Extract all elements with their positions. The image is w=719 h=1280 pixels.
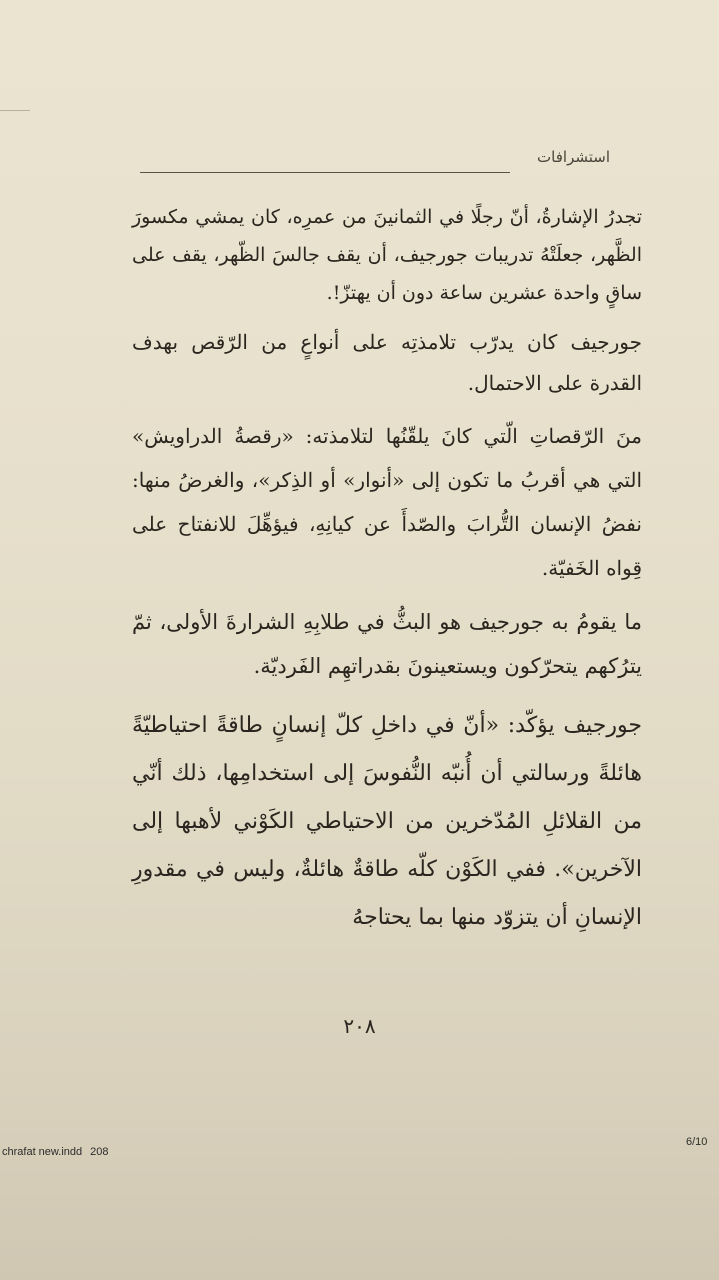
slug-file-page: 208 <box>90 1146 109 1158</box>
paragraph: جورجيف كان يدرّب تلامذتِه على أنواعٍ من الرّقص بهدف القدرة على الاحتمال. <box>132 330 642 395</box>
page-header <box>140 140 610 180</box>
paragraph: جورجيف يؤكّد: «أنّ في داخلِ كلّ إنسانٍ طاقةً احتياطيّةً هائلةً ورسالتي أن أُنبّه النُّفوسَ إلى استخدامِها، ذلك أنّي من القلائلِ المُدّخرين من الاحتياطي الكَوْني لأهبها إلى الآخرين». ففي الكَوْن كلّه طاقةٌ هائلةٌ، وليس في مقدورِ الإنسانِ أن يتزوّد منها بما يحتاجهُ <box>132 713 642 930</box>
paragraph: تجدرُ الإشارةُ، أنّ رجلًا في الثمانينَ من عمرِه، كان يمشي مكسورَ الظَّهر، جعلَتْهُ تدريبات جورجيف، أن يقف جالسَ الظّهر، يقف على ساقٍ واحدة عشرين ساعة دون أن يهتزّ!. <box>132 206 642 304</box>
body-text <box>132 198 642 950</box>
paragraph: ما يقومُ به جورجيف هو البثُّ في طلابِهِ الشرارةَ الأولى، ثمّ يترُكهم يتحرّكون ويستعينونَ بقدراتهِم الفَرديّة. <box>132 610 642 678</box>
print-slug <box>2 1146 116 1158</box>
page-number: ٢٠٨ <box>343 1014 376 1038</box>
slug-date: 6/10 <box>686 1136 708 1148</box>
running-head: استشرافات <box>537 148 610 166</box>
header-rule <box>140 172 510 173</box>
paragraph: منَ الرّقصاتِ الّتي كانَ يلقّنُها لتلامذته: «رقصةُ الدراويش» التي هي أقربُ ما تكون إلى «أنوار» أو الذِكر»، والغرضُ منها: نفضُ الإنسان التُّرابَ والصّدأَ عن كيانِهِ، فيؤهِّلَ للانفتاح على قِواه الخَفيّة. <box>132 424 642 580</box>
slug-file-name: chrafat new.indd <box>2 1146 83 1158</box>
crop-mark <box>0 110 30 111</box>
